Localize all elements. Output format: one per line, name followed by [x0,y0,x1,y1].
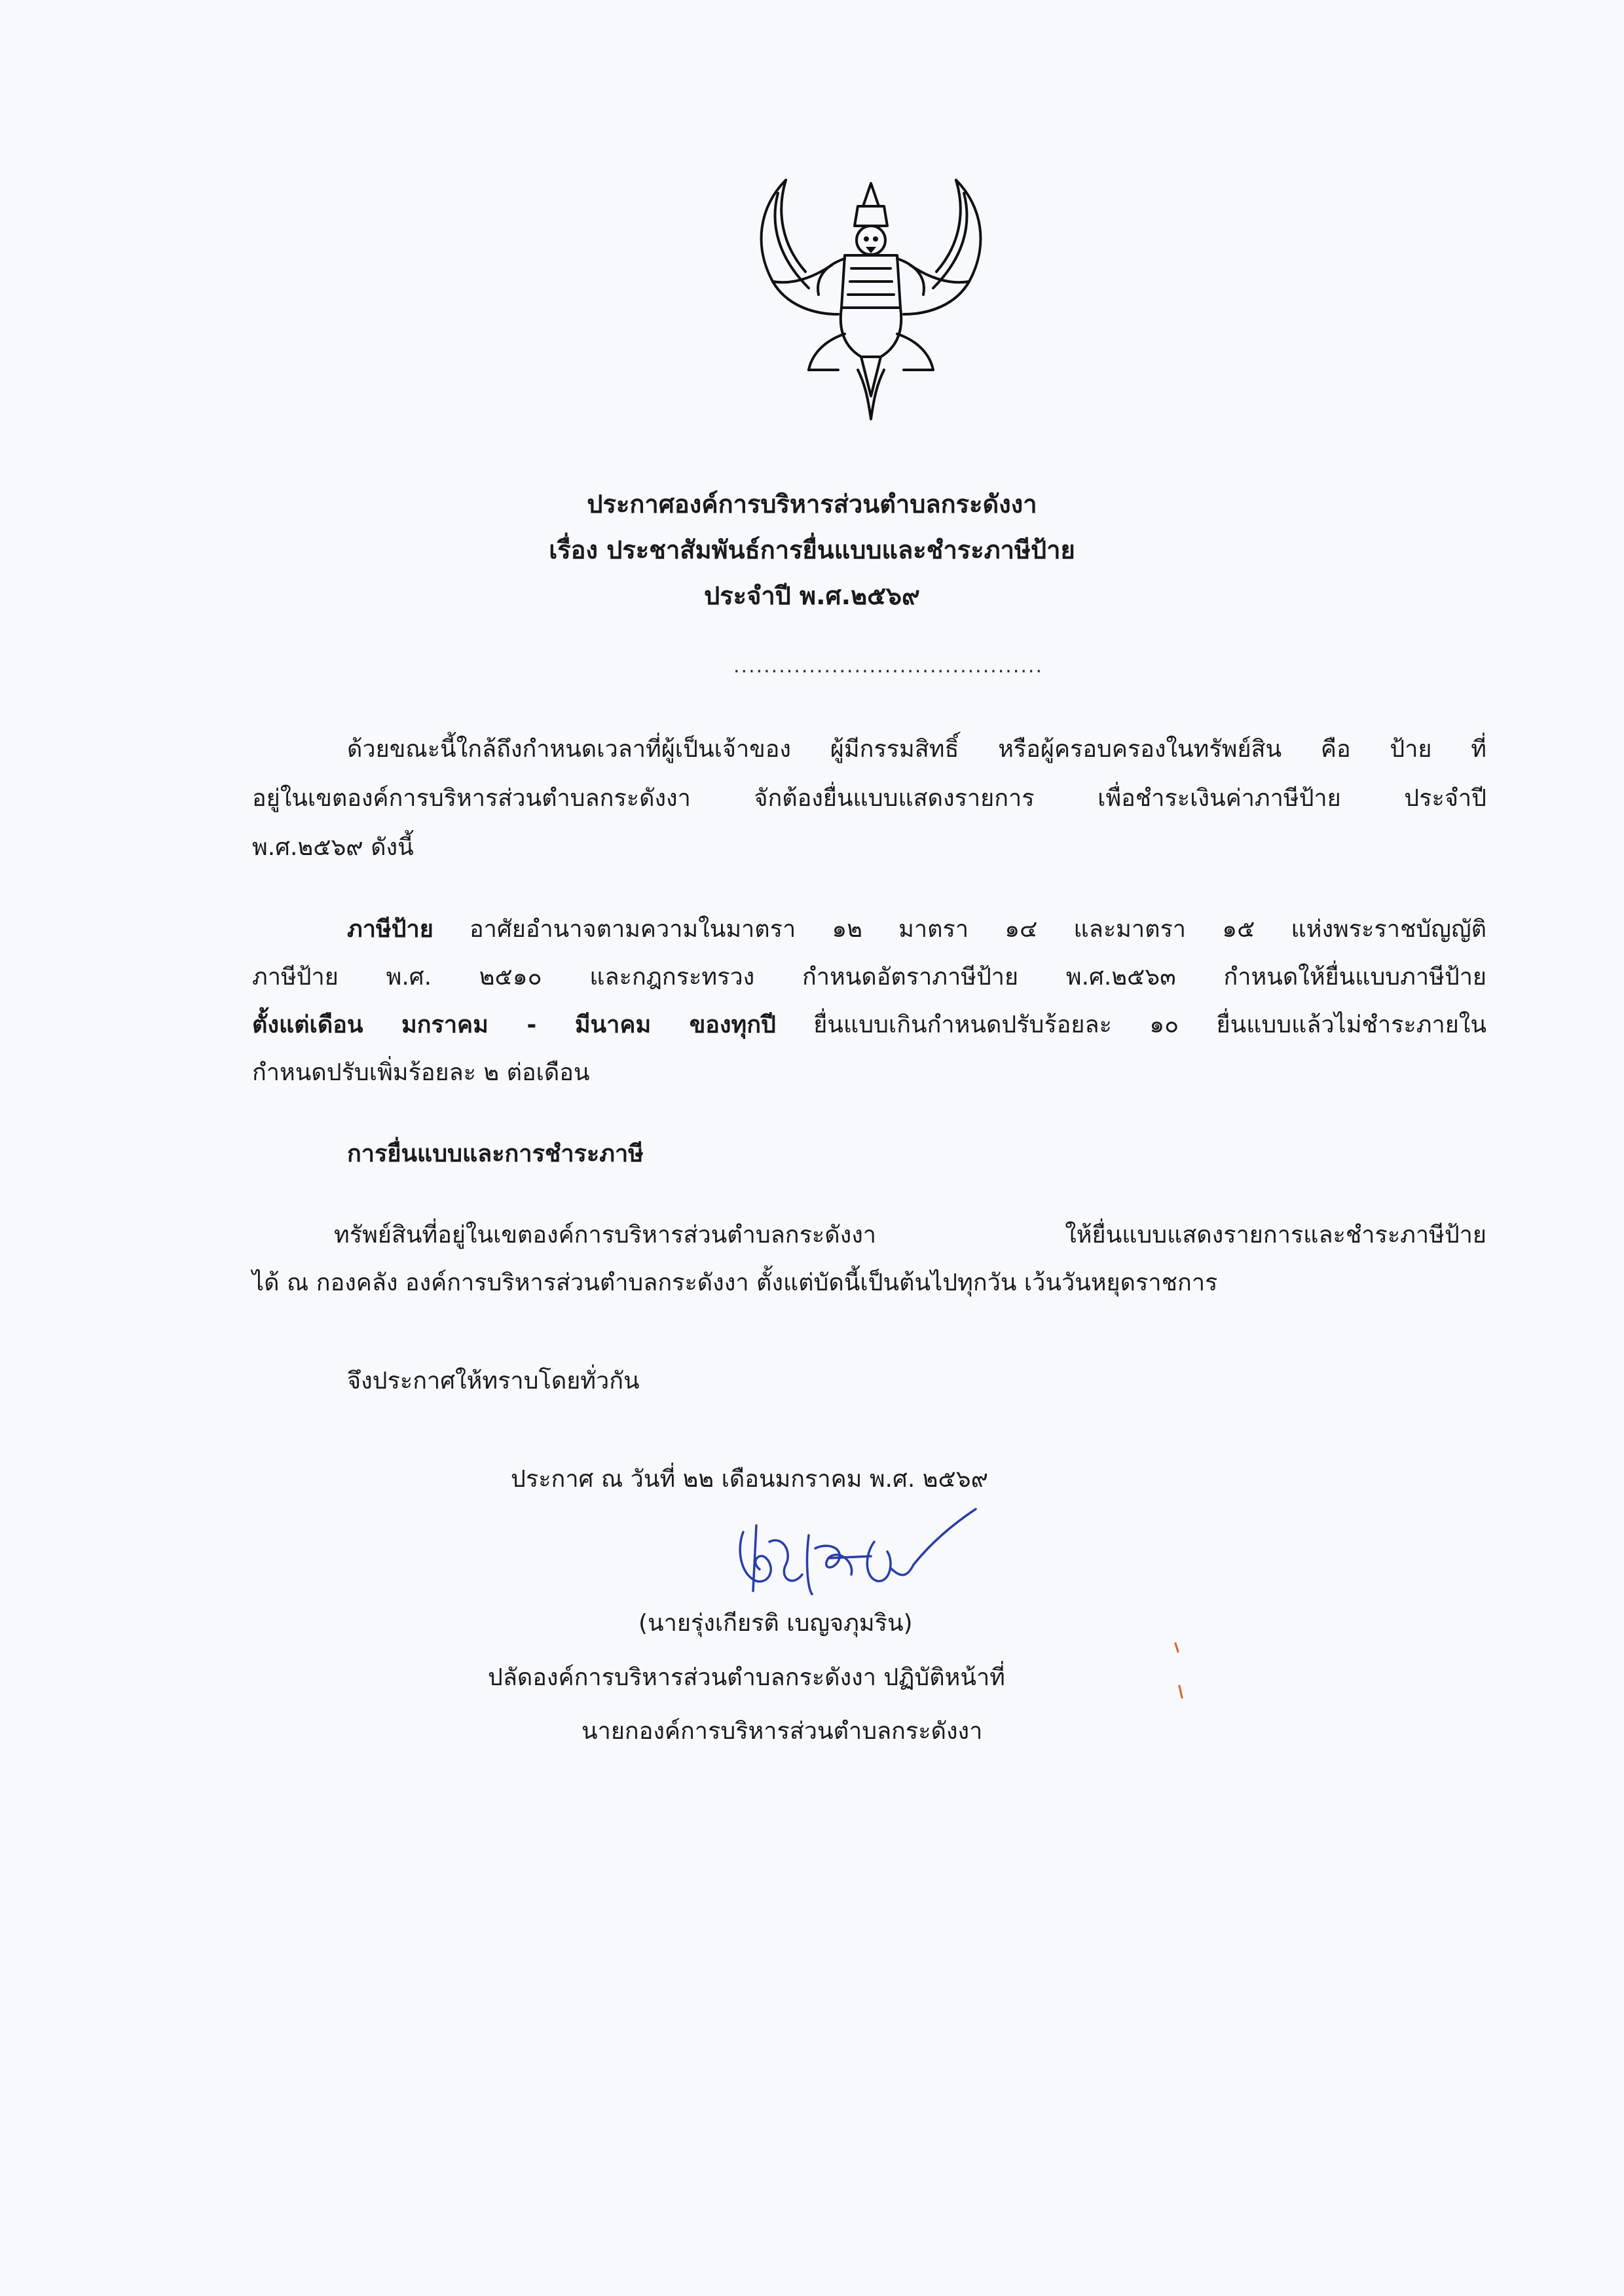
title-line-1: ประกาศองค์การบริหารส่วนตำบลกระดังงา [587,490,1037,519]
para2-line-3-bold: ตั้งแต่เดือน มกราคม - มีนาคม ของทุกปี [252,1011,776,1038]
para2-line-1 [347,913,1486,946]
ink-mark-icon [1169,1640,1189,1705]
para1-line-2: อยู่ในเขตองค์การบริหารส่วนตำบลกระดังงา จักต้องยื่นแบบแสดงรายการ เพื่อชำระเงินค่าภาษีป้าย ประจำปี [252,785,1486,812]
signatory-name: (นายรุ่งเกียรติ เบญจภุมริน) [638,1610,913,1637]
para2-line-3 [252,1009,1486,1042]
title-separator: ......................................... [733,655,1043,678]
para2-line-2: ภาษีป้าย พ.ศ. ๒๕๑๐ และกฎกระทรวง กำหนดอัตราภาษีป้าย พ.ศ.๒๕๖๓ กำหนดให้ยื่นแบบภาษีป้าย [252,964,1486,991]
para2-line-1-rest: อาศัยอำนาจตามความในมาตรา ๑๒ มาตรา ๑๔ และมาตรา ๑๕ แห่งพระราชบัญญัติ [433,916,1486,943]
closing-statement: จึงประกาศให้ทราบโดยทั่วกัน [347,1368,640,1394]
title-subject: เรื่อง ประชาสัมพันธ์การยื่นแบบและชำระภาษีป้าย [549,536,1075,564]
para2-line-4: กำหนดปรับเพิ่มร้อยละ ๒ ต่อเดือน [252,1059,590,1086]
para3-line-1: ทรัพย์สินที่อยู่ในเขตองค์การบริหารส่วนตำบลกระดังงา ให้ยื่นแบบแสดงรายการและชำระภาษีป้าย [334,1222,1486,1248]
handwritten-signature-icon [730,1496,986,1614]
para2-bold-lead: ภาษีป้าย [347,916,434,943]
title-year: ประจำปี พ.ศ.๒๕๖๙ [704,581,920,610]
announcement-date: ประกาศ ณ วันที่ ๒๒ เดือนมกราคม พ.ศ. ๒๕๖๙ [511,1466,988,1493]
para1-line-1: ด้วยขณะนี้ใกล้ถึงกำหนดเวลาที่ผู้เป็นเจ้าของ ผู้มีกรรมสิทธิ์ หรือผู้ครอบครองในทรัพย์สิน คือ ป้าย ที่ [347,736,1486,763]
para2-line-3-rest: ยื่นแบบเกินกำหนดปรับร้อยละ ๑๐ ยื่นแบบแล้วไม่ชำระภายใน [775,1011,1486,1038]
signatory-position-1: ปลัดองค์การบริหารส่วนตำบลกระดังงา ปฏิบัติหน้าที่ [488,1664,1005,1691]
signatory-position-2: นายกองค์การบริหารส่วนตำบลกระดังงา [581,1718,983,1745]
para1-line-3: พ.ศ.๒๕๖๙ ดังนี้ [252,834,414,861]
para3-line-2: ได้ ณ กองคลัง องค์การบริหารส่วนตำบลกระดังงา ตั้งแต่บัดนี้เป็นต้นไปทุกวัน เว้นวันหยุดราชการ [252,1269,1218,1296]
announcement-title [0,481,1624,619]
section-heading: การยื่นแบบและการชำระภาษี [347,1140,644,1167]
garuda-emblem-icon [747,167,995,429]
